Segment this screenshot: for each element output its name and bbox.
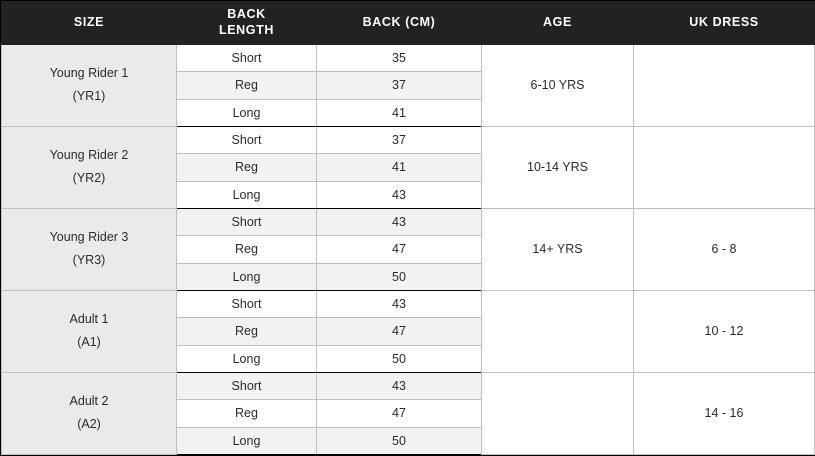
- back-length-value: Short: [177, 290, 317, 317]
- size-cell: [2, 372, 177, 454]
- size-name: Young Rider 1: [49, 65, 129, 80]
- back-length-value: Reg: [177, 236, 317, 263]
- back-length-value: Long: [177, 99, 317, 126]
- back-cm-value: 41: [317, 99, 482, 126]
- back-cm-value: 35: [317, 45, 482, 72]
- back-length-value: Reg: [177, 400, 317, 427]
- table-row: [2, 126, 815, 153]
- back-cm-value: 43: [317, 181, 482, 208]
- table-row: [2, 45, 815, 72]
- size-name: Young Rider 3: [49, 229, 129, 244]
- size-code: (YR2): [72, 171, 106, 186]
- table-row: [2, 372, 815, 399]
- back-cm-value: 50: [317, 427, 482, 454]
- back-length-value: Reg: [177, 72, 317, 99]
- age-value: 6-10 YRS: [482, 45, 634, 127]
- size-name: Adult 2: [69, 393, 109, 408]
- size-code: (YR3): [72, 253, 106, 268]
- column-header-uk-dress: UK DRESS: [634, 2, 815, 45]
- back-length-value: Reg: [177, 154, 317, 181]
- column-header-age: AGE: [482, 2, 634, 45]
- back-length-value: Short: [177, 208, 317, 235]
- column-header-back-cm: BACK (CM): [317, 2, 482, 45]
- age-value: [482, 290, 634, 372]
- back-cm-value: 37: [317, 72, 482, 99]
- table-header: [2, 2, 815, 45]
- size-cell: [2, 126, 177, 208]
- size-code: (A2): [77, 417, 101, 432]
- back-cm-value: 47: [317, 400, 482, 427]
- back-cm-value: 41: [317, 154, 482, 181]
- age-value: 14+ YRS: [482, 208, 634, 290]
- back-length-value: Long: [177, 345, 317, 372]
- size-code: (YR1): [72, 89, 106, 104]
- size-cell: [2, 290, 177, 372]
- back-length-value: Short: [177, 126, 317, 153]
- age-value: [482, 372, 634, 454]
- table-row: [2, 290, 815, 317]
- back-cm-value: 50: [317, 263, 482, 290]
- uk-dress-value: [634, 45, 815, 127]
- back-cm-value: 37: [317, 126, 482, 153]
- uk-dress-value: [634, 126, 815, 208]
- back-cm-value: 47: [317, 318, 482, 345]
- back-length-value: Short: [177, 45, 317, 72]
- size-cell: [2, 45, 177, 127]
- back-cm-value: 50: [317, 345, 482, 372]
- size-cell: [2, 208, 177, 290]
- back-length-line2: LENGTH: [219, 23, 274, 37]
- back-cm-value: 47: [317, 236, 482, 263]
- back-cm-value: 43: [317, 208, 482, 235]
- table-row: [2, 208, 815, 235]
- uk-dress-value: 10 - 12: [634, 290, 815, 372]
- back-cm-value: 43: [317, 290, 482, 317]
- back-length-value: Short: [177, 372, 317, 399]
- size-name: Young Rider 2: [49, 147, 129, 162]
- column-header-back-length: [177, 2, 317, 45]
- column-header-size: SIZE: [2, 2, 177, 45]
- uk-dress-value: 6 - 8: [634, 208, 815, 290]
- header-row: [2, 2, 815, 45]
- size-code: (A1): [77, 335, 101, 350]
- age-value: 10-14 YRS: [482, 126, 634, 208]
- back-cm-value: 43: [317, 372, 482, 399]
- back-length-value: Long: [177, 181, 317, 208]
- table-body: [2, 45, 815, 455]
- back-length-line1: BACK: [227, 7, 266, 22]
- back-length-value: Long: [177, 427, 317, 454]
- uk-dress-value: 14 - 16: [634, 372, 815, 454]
- back-length-value: Reg: [177, 318, 317, 345]
- size-chart-table: [1, 1, 815, 455]
- size-name: Adult 1: [69, 311, 109, 326]
- back-length-value: Long: [177, 263, 317, 290]
